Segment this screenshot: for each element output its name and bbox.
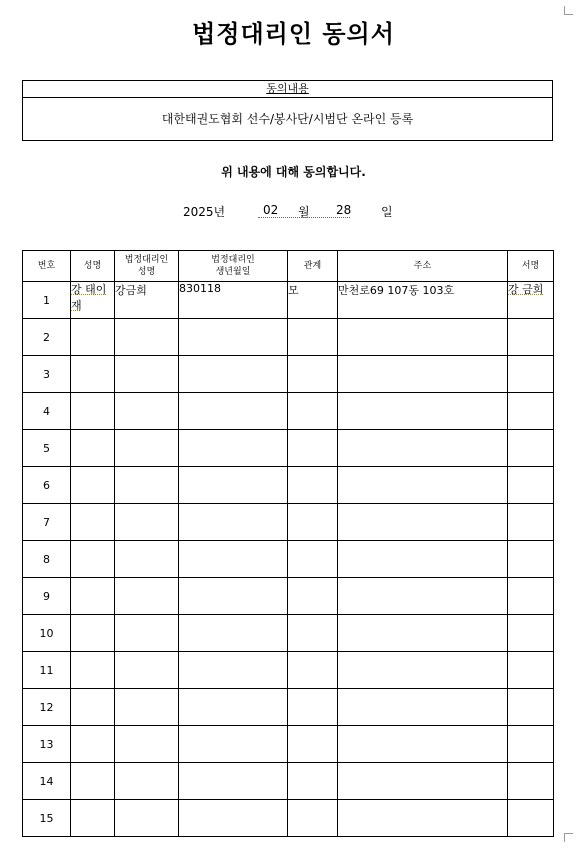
cell-address[interactable] xyxy=(338,504,508,541)
cell-relation[interactable] xyxy=(288,319,338,356)
cell-relation[interactable] xyxy=(288,467,338,504)
header-guardian-birth-line1: 법정대리인 xyxy=(211,255,255,265)
header-name: 성명 xyxy=(71,251,115,282)
page-corner-mark-bottom xyxy=(564,833,573,842)
cell-name[interactable] xyxy=(71,578,115,615)
cell-relation[interactable] xyxy=(288,615,338,652)
cell-address[interactable] xyxy=(338,689,508,726)
cell-guardian-birth[interactable]: 830118 xyxy=(179,282,288,319)
date-underline xyxy=(258,217,350,218)
document-title: 법정대리인 동의서 xyxy=(192,19,395,48)
cell-guardian-name[interactable] xyxy=(115,430,179,467)
header-relation: 관계 xyxy=(288,251,338,282)
cell-guardian-birth[interactable] xyxy=(179,504,288,541)
header-guardian-name-line2: 성명 xyxy=(137,267,156,277)
date-month[interactable]: 02 xyxy=(263,203,279,217)
cell-signature[interactable] xyxy=(508,430,554,467)
row-number: 14 xyxy=(23,763,71,800)
cell-guardian-name[interactable] xyxy=(115,356,179,393)
table-row xyxy=(23,689,554,726)
cell-guardian-name[interactable] xyxy=(115,652,179,689)
cell-guardian-birth[interactable] xyxy=(179,356,288,393)
cell-guardian-birth[interactable] xyxy=(179,652,288,689)
cell-address[interactable] xyxy=(338,319,508,356)
header-no: 번호 xyxy=(23,251,71,282)
row-number: 13 xyxy=(23,726,71,763)
row-number: 15 xyxy=(23,800,71,837)
cell-address[interactable] xyxy=(338,541,508,578)
cell-guardian-name[interactable] xyxy=(115,689,179,726)
cell-relation[interactable] xyxy=(288,578,338,615)
cell-name[interactable] xyxy=(71,615,115,652)
cell-address[interactable] xyxy=(338,356,508,393)
cell-guardian-name[interactable] xyxy=(115,541,179,578)
table-row xyxy=(23,504,554,541)
cell-address[interactable] xyxy=(338,652,508,689)
cell-signature[interactable] xyxy=(508,615,554,652)
cell-address[interactable] xyxy=(338,615,508,652)
cell-relation[interactable] xyxy=(288,356,338,393)
cell-guardian-name[interactable] xyxy=(115,726,179,763)
cell-guardian-name[interactable] xyxy=(115,578,179,615)
cell-name[interactable] xyxy=(71,504,115,541)
consent-box xyxy=(22,80,553,141)
cell-guardian-birth[interactable] xyxy=(179,726,288,763)
table-row xyxy=(23,356,554,393)
cell-address[interactable] xyxy=(338,726,508,763)
header-guardian-name-line1: 법정대리인 xyxy=(124,255,169,265)
cell-guardian-birth[interactable] xyxy=(179,763,288,800)
table-body xyxy=(23,282,554,837)
table-row xyxy=(23,800,554,837)
table-row xyxy=(23,430,554,467)
table-row xyxy=(23,393,554,430)
cell-relation[interactable] xyxy=(288,726,338,763)
header-guardian-name xyxy=(115,251,179,282)
row-number: 8 xyxy=(23,541,71,578)
cell-address[interactable] xyxy=(338,578,508,615)
cell-signature[interactable] xyxy=(508,393,554,430)
cell-signature[interactable] xyxy=(508,541,554,578)
cell-name[interactable] xyxy=(71,800,115,837)
cell-guardian-birth[interactable] xyxy=(179,541,288,578)
cell-relation[interactable] xyxy=(288,430,338,467)
cell-relation[interactable] xyxy=(288,689,338,726)
cell-signature[interactable] xyxy=(508,319,554,356)
cell-relation[interactable] xyxy=(288,800,338,837)
row-number: 2 xyxy=(23,319,71,356)
table-row xyxy=(23,282,554,319)
cell-name[interactable] xyxy=(71,541,115,578)
row-number: 4 xyxy=(23,393,71,430)
cell-name[interactable] xyxy=(71,393,115,430)
cell-guardian-name[interactable]: 강금희 xyxy=(115,282,179,319)
row-number: 11 xyxy=(23,652,71,689)
cell-signature[interactable] xyxy=(508,726,554,763)
cell-name[interactable] xyxy=(71,726,115,763)
cell-guardian-name[interactable] xyxy=(115,800,179,837)
table-row xyxy=(23,652,554,689)
date-month-label: 월 xyxy=(298,205,310,219)
cell-name[interactable] xyxy=(71,467,115,504)
cell-guardian-name[interactable] xyxy=(115,319,179,356)
cell-signature[interactable] xyxy=(508,689,554,726)
cell-signature[interactable] xyxy=(508,800,554,837)
cell-signature[interactable] xyxy=(508,504,554,541)
table-row xyxy=(23,726,554,763)
row-number: 7 xyxy=(23,504,71,541)
guardian-table xyxy=(22,250,554,837)
cell-guardian-name[interactable] xyxy=(115,393,179,430)
table-row xyxy=(23,319,554,356)
cell-address[interactable] xyxy=(338,763,508,800)
cell-address[interactable] xyxy=(338,393,508,430)
row-number: 9 xyxy=(23,578,71,615)
consent-body[interactable]: 대한태권도협회 선수/봉사단/시범단 온라인 등록 xyxy=(161,112,414,126)
cell-guardian-birth[interactable] xyxy=(179,578,288,615)
cell-address[interactable] xyxy=(338,467,508,504)
table-row xyxy=(23,541,554,578)
cell-name[interactable] xyxy=(71,689,115,726)
table-row xyxy=(23,578,554,615)
row-number: 10 xyxy=(23,615,71,652)
header-signature: 서명 xyxy=(508,251,554,282)
cell-relation[interactable] xyxy=(288,763,338,800)
row-number: 5 xyxy=(23,430,71,467)
cell-signature[interactable]: 강 금희 xyxy=(508,282,554,319)
cell-signature[interactable] xyxy=(508,578,554,615)
table-header-row xyxy=(23,251,554,282)
cell-guardian-birth[interactable] xyxy=(179,689,288,726)
consent-statement: 위 내용에 대해 동의합니다. xyxy=(221,165,366,179)
row-number: 6 xyxy=(23,467,71,504)
cell-relation[interactable] xyxy=(288,541,338,578)
table-row xyxy=(23,763,554,800)
header-guardian-birth xyxy=(179,251,288,282)
cell-guardian-birth[interactable] xyxy=(179,467,288,504)
cell-relation[interactable] xyxy=(288,504,338,541)
cell-guardian-birth[interactable] xyxy=(179,430,288,467)
cell-guardian-birth[interactable] xyxy=(179,319,288,356)
header-guardian-birth-line2: 생년월일 xyxy=(215,267,251,277)
cell-guardian-birth[interactable] xyxy=(179,615,288,652)
table-row xyxy=(23,615,554,652)
table-row xyxy=(23,467,554,504)
cell-name[interactable] xyxy=(71,763,115,800)
cell-address[interactable]: 만천로69 107동 103호 xyxy=(338,282,508,319)
cell-guardian-birth[interactable] xyxy=(179,800,288,837)
cell-guardian-birth[interactable] xyxy=(179,393,288,430)
row-number: 1 xyxy=(23,282,71,319)
cell-name[interactable]: 강 태이재 xyxy=(71,282,115,319)
date-day-label: 일 xyxy=(381,205,393,219)
cell-signature[interactable] xyxy=(508,652,554,689)
cell-name[interactable] xyxy=(71,356,115,393)
cell-signature[interactable] xyxy=(508,467,554,504)
cell-address[interactable] xyxy=(338,430,508,467)
cell-guardian-name[interactable] xyxy=(115,504,179,541)
header-address: 주소 xyxy=(338,251,508,282)
row-number: 3 xyxy=(23,356,71,393)
consent-header-label: 동의내용 xyxy=(266,82,309,95)
cell-signature[interactable] xyxy=(508,763,554,800)
cell-name[interactable] xyxy=(71,430,115,467)
cell-relation[interactable] xyxy=(288,393,338,430)
date-day[interactable]: 28 xyxy=(336,203,352,217)
cell-signature[interactable] xyxy=(508,356,554,393)
cell-relation[interactable] xyxy=(288,652,338,689)
consent-header xyxy=(23,81,552,98)
cell-guardian-name[interactable] xyxy=(115,763,179,800)
row-number: 12 xyxy=(23,689,71,726)
cell-name[interactable] xyxy=(71,319,115,356)
cell-address[interactable] xyxy=(338,800,508,837)
date-year[interactable]: 2025년 xyxy=(183,205,226,219)
cell-guardian-name[interactable] xyxy=(115,615,179,652)
cell-guardian-name[interactable] xyxy=(115,467,179,504)
cell-relation[interactable]: 모 xyxy=(288,282,338,319)
cell-name[interactable] xyxy=(71,652,115,689)
